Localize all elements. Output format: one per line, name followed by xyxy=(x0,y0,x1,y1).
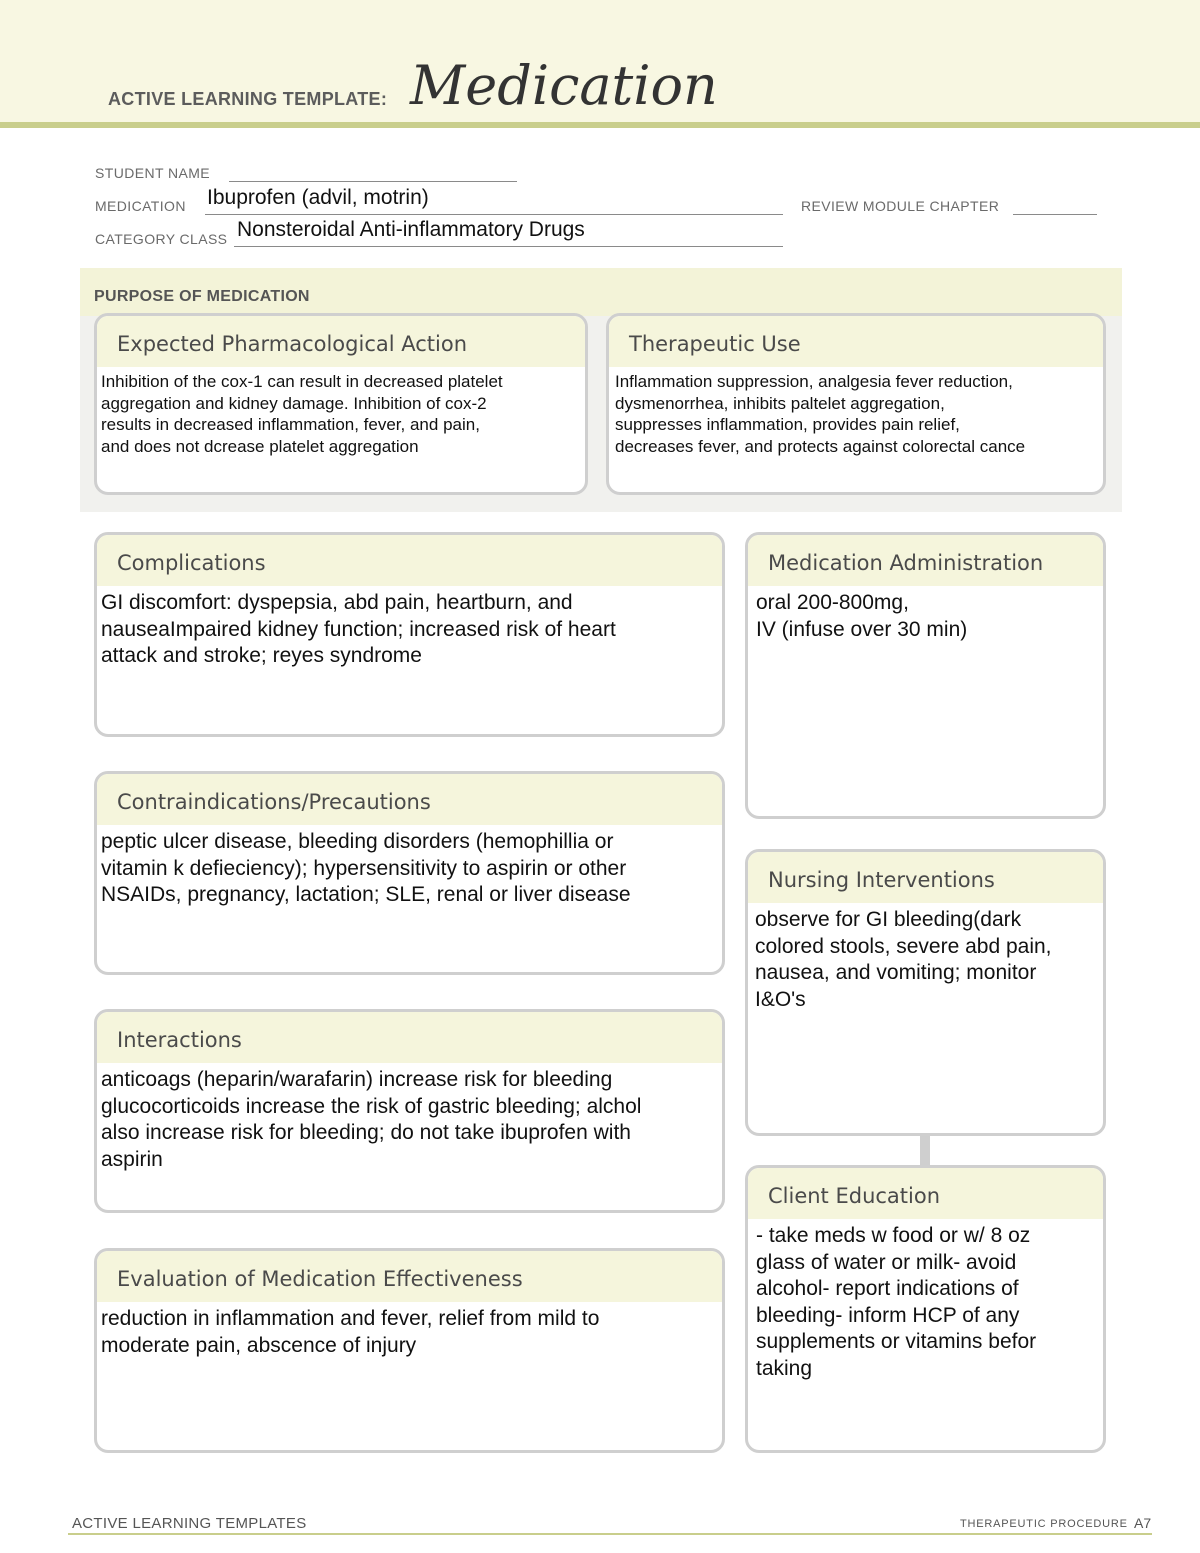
client-education-card xyxy=(745,1165,1106,1453)
nursing-interventions-card xyxy=(745,849,1106,1136)
medication-field[interactable]: Ibuprofen (advil, motrin) xyxy=(207,186,429,209)
contraindications-card xyxy=(94,771,725,975)
medication-administration-text[interactable]: oral 200-800mg, IV (infuse over 30 min) xyxy=(756,591,968,641)
complications-text[interactable]: GI discomfort: dyspepsia, abd pain, heartburn, and nauseaImpaired kidney function; increased risk of heart attack and stroke; reyes syndrome xyxy=(101,591,616,667)
footer-right: THERAPEUTIC PROCEDURE xyxy=(960,1518,1128,1530)
evaluation-text[interactable]: reduction in inflammation and fever, relief from mild to moderate pain, abscence of injury xyxy=(101,1307,600,1357)
medication-administration-title: Medication Administration xyxy=(748,535,1103,586)
purpose-label: PURPOSE OF MEDICATION xyxy=(94,288,310,305)
template-label: ACTIVE LEARNING TEMPLATE: xyxy=(108,89,388,109)
review-module-line xyxy=(1013,214,1097,215)
evaluation-title: Evaluation of Medication Effectiveness xyxy=(97,1251,722,1302)
category-class-label: CATEGORY CLASS xyxy=(95,231,228,247)
evaluation-card xyxy=(94,1248,725,1453)
card-connector xyxy=(920,1135,930,1165)
interactions-text[interactable]: anticoags (heparin/warafarin) increase risk for bleeding glucocorticoids increase the risk of gastric bleeding; alchol also increase risk for bleeding; do not take ibuprofen with aspirin xyxy=(101,1068,642,1171)
medication-label: MEDICATION xyxy=(95,198,186,214)
therapeutic-use-card xyxy=(606,313,1106,495)
nursing-interventions-title: Nursing Interventions xyxy=(748,852,1103,903)
contraindications-text[interactable]: peptic ulcer disease, bleeding disorders (hemophillia or vitamin k defieciency); hypersensitivity to aspirin or other NSAIDs, pregnancy, lactation; SLE, renal or liver disease xyxy=(101,830,631,906)
expected-action-card xyxy=(94,313,588,495)
review-module-label: REVIEW MODULE CHAPTER xyxy=(801,198,1000,214)
therapeutic-use-text[interactable]: Inflammation suppression, analgesia fever reduction, dysmenorrhea, inhibits paltelet aggregation, suppresses inflammation, provides pain relief, decreases fever, and protects against colorectal cance xyxy=(615,372,1026,456)
complications-card xyxy=(94,532,725,737)
page-title: Medication xyxy=(410,54,718,117)
footer-rule xyxy=(68,1533,1152,1535)
complications-title: Complications xyxy=(97,535,722,586)
category-class-field[interactable]: Nonsteroidal Anti-inflammatory Drugs xyxy=(237,218,585,241)
category-class-line xyxy=(234,246,783,247)
nursing-interventions-text[interactable]: observe for GI bleeding(dark colored stools, severe abd pain, nausea, and vomiting; monitor I&O's xyxy=(755,908,1052,1011)
client-education-title: Client Education xyxy=(748,1168,1103,1219)
medication-line xyxy=(205,214,783,215)
student-name-label: STUDENT NAME xyxy=(95,165,210,181)
client-education-text[interactable]: - take meds w food or w/ 8 oz glass of water or milk- avoid alcohol- report indications of bleeding- inform HCP of any supplements or vitamins befor taking xyxy=(756,1224,1037,1380)
header-rule xyxy=(0,122,1200,128)
contraindications-title: Contraindications/Precautions xyxy=(97,774,722,825)
therapeutic-use-title: Therapeutic Use xyxy=(609,316,1103,367)
student-name-line xyxy=(229,181,517,182)
interactions-card xyxy=(94,1009,725,1213)
footer-page-code: A7 xyxy=(1134,1515,1152,1531)
medication-administration-card xyxy=(745,532,1106,819)
interactions-title: Interactions xyxy=(97,1012,722,1063)
footer-left: ACTIVE LEARNING TEMPLATES xyxy=(72,1515,307,1532)
expected-action-title: Expected Pharmacological Action xyxy=(97,316,585,367)
expected-action-text[interactable]: Inhibition of the cox-1 can result in decreased platelet aggregation and kidney damage. Inhibition of cox-2 results in decreased inflammation, fever, and pain, and does not dcrease platelet aggregation xyxy=(101,372,503,456)
